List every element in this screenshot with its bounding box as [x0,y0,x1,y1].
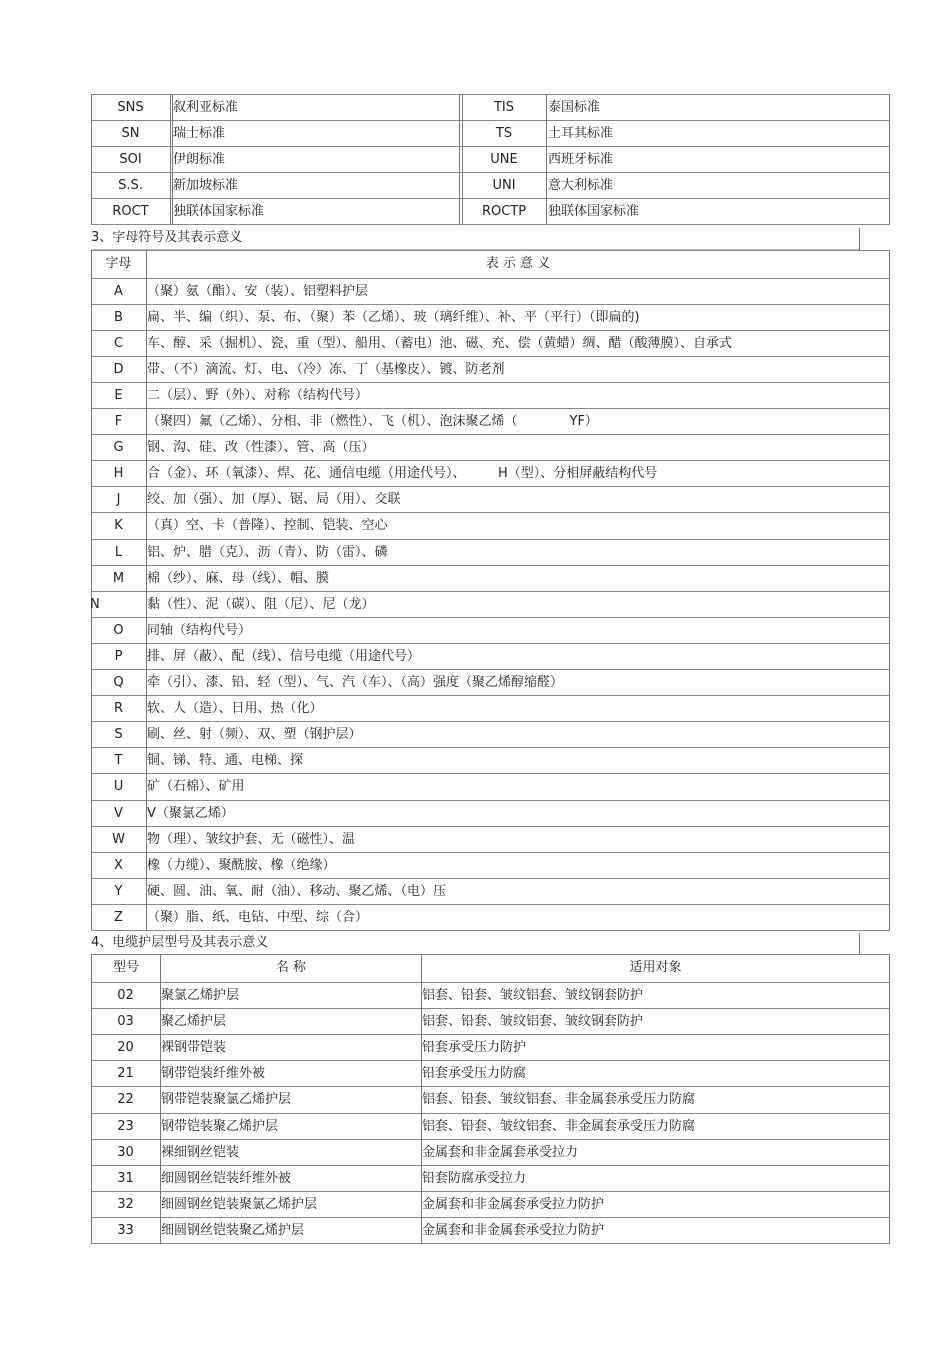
meaning-cell: 橡（力缆）、聚酰胺、橡（绝缘） [147,858,336,873]
letter-cell: V [114,806,123,821]
letter-cell: D [113,362,124,377]
table-rule [459,94,460,225]
meaning-cell: 钢、沟、硅、改（性漆）、管、高（压） [147,440,375,455]
type-cell: 32 [117,1197,134,1212]
table-rule [170,94,171,225]
meaning-cell: 同轴（结构代号） [147,623,252,638]
section-4-title-border [859,933,860,955]
name-cell: 聚氯乙烯护层 [161,988,240,1003]
name-cell: 裸钢带铠装 [161,1040,227,1055]
use-cell: 金属套和非金属套承受拉力防护 [422,1223,605,1238]
letter-cell: R [113,701,124,716]
name-cell: 细圆钢丝铠装聚氯乙烯护层 [161,1197,318,1212]
section-3-title: 3、字母符号及其表示意义 [91,230,243,245]
type-cell: 31 [117,1171,134,1186]
meaning-cell: （真）空、卡（普隆）、控制、铠装、空心 [147,518,388,533]
letter-cell: C [113,336,124,351]
meaning-cell: 车、醇、采（掘机）、瓷、重（型）、船用、（蓄电）池、磁、充、偿（黄蜡）绸、醋（酸薄膜）、自承式 [147,336,733,351]
meaning-cell: （聚）脂、纸、电钻、中型、综（合） [147,910,369,925]
header-type: 型号 [112,960,139,975]
header-name: 名 称 [275,960,307,975]
use-cell: 铅套承受压力防护 [422,1040,527,1055]
standard-code: UNI [492,178,516,193]
letter-cell: U [113,779,124,794]
standard-name: 叙利亚标准 [173,100,239,115]
name-cell: 细圆钢丝铠装纤维外被 [161,1171,292,1186]
meaning-cell: 棉（纱）、麻、母（线）、帽、膜 [147,571,330,586]
standard-name: 西班牙标准 [548,152,614,167]
meaning-cell: 铜、锑、特、通、电梯、探 [147,753,304,768]
standard-code: ROCTP [481,204,527,219]
type-cell: 20 [117,1040,134,1055]
letter-cell: N [90,597,100,612]
standard-code: ROCT [112,204,149,219]
name-cell: 细圆钢丝铠装聚乙烯护层 [161,1223,305,1238]
meaning-cell: 黏（性）、泥（碳）、阻（尼）、尼（龙） [147,597,375,612]
standard-code: TS [495,126,513,141]
name-cell: 聚乙烯护层 [161,1014,227,1029]
type-cell: 02 [117,988,134,1003]
meaning-cell: 带、（不）滴流、灯、电、（冷）冻、丁（基橡皮）、镀、防老剂 [147,362,505,377]
standard-code: SOI [119,152,142,167]
standard-code: S.S. [118,178,143,193]
type-cell: 30 [117,1145,134,1160]
meaning-cell: 二（层）、野（外）、对称（结构代号） [147,388,369,403]
meaning-cell: 排、屏（蔽）、配（线）、信号电缆（用途代号） [147,649,421,664]
letter-cell: Y [114,884,123,899]
standard-name: 土耳其标准 [548,126,614,141]
letter-cell: S [114,727,123,742]
meaning-cell: 软、人（造）、日用、热（化） [147,701,323,716]
meaning-cell: （聚）氨（酯）、安（装）、铝塑料护层 [147,284,369,299]
table-rule [546,94,547,225]
use-cell: 金属套和非金属套承受拉力 [422,1145,579,1160]
letter-cell: K [114,518,123,533]
standard-name: 意大利标准 [548,178,614,193]
type-cell: 03 [117,1014,134,1029]
name-cell: 钢带铠装纤维外被 [161,1066,266,1081]
meaning-cell: 物（理）、皱纹护套、无（磁性）、温 [147,832,356,847]
use-cell: 铝套、铅套、皱纹铝套、皱纹钢套防护 [422,1014,644,1029]
standard-name: 泰国标准 [548,100,601,115]
standard-code: SN [121,126,140,141]
name-cell: 钢带铠装聚氯乙烯护层 [161,1092,292,1107]
letter-cell: M [112,571,125,586]
table-rule [91,250,890,251]
section-4-title: 4、电缆护层型号及其表示意义 [91,935,269,950]
standard-name: 独联体国家标准 [173,204,265,219]
letter-cell: X [114,858,123,873]
letter-cell: P [114,649,123,664]
letter-cell: J [116,492,121,507]
letter-cell: G [113,440,124,455]
letter-cell: Q [113,675,124,690]
meaning-cell: 矿（石棉）、矿用 [147,779,245,794]
standard-code: UNE [490,152,518,167]
table-rule [889,250,890,931]
type-cell: 23 [117,1119,134,1134]
type-cell: 22 [117,1092,134,1107]
letter-cell: W [112,832,125,847]
meaning-cell: 牵（引）、漆、铅、轻（型）、气、汽（车）、（高）强度（聚乙烯醇缩醛） [147,675,564,690]
letter-cell: A [114,284,123,299]
use-cell: 铝套、铅套、皱纹铝套、非金属套承受压力防腐 [422,1092,696,1107]
name-cell: 裸细钢丝铠装 [161,1145,240,1160]
standard-name: 伊朗标准 [173,152,226,167]
header-meaning: 表 示 意 义 [485,256,551,271]
header-letter: 字母 [105,256,132,271]
standard-name: 瑞士标准 [173,126,226,141]
letter-cell: H [113,466,124,481]
standard-code: TIS [493,100,515,115]
meaning-cell: 绞、加（强）、加（厚）、锯、局（用）、交联 [147,492,401,507]
letter-cell: F [114,414,123,429]
standard-name: 独联体国家标准 [548,204,640,219]
letter-cell: B [114,310,123,325]
name-cell: 钢带铠装聚乙烯护层 [161,1119,279,1134]
table-rule [91,954,890,955]
type-cell: 33 [117,1223,134,1238]
meaning-cell: 铝、炉、腊（克）、沥（青）、防（雷）、磷 [147,545,388,560]
standard-name: 新加坡标准 [173,178,239,193]
type-cell: 21 [117,1066,134,1081]
letter-cell: L [114,545,123,560]
meaning-cell: 刷、丝、射（频）、双、塑（钢护层） [147,727,362,742]
header-use: 适用对象 [629,960,682,975]
letter-cell: O [113,623,124,638]
standard-code: SNS [117,100,144,115]
meaning-cell: V（聚氯乙烯） [147,806,234,821]
meaning-cell: 合（金）、环（氧漆）、焊、花、通信电缆（用途代号）、 H（型）、分相屏蔽结构代号 [147,466,658,481]
meaning-cell: 硬、圆、油、氧、耐（油）、移动、聚乙烯、（电）压 [147,884,447,899]
table-rule [889,954,890,1244]
use-cell: 金属套和非金属套承受拉力防护 [422,1197,605,1212]
section-3-title-border [859,228,860,250]
use-cell: 铝套、铅套、皱纹铝套、皱纹钢套防护 [422,988,644,1003]
letter-cell: Z [114,910,123,925]
use-cell: 铝套、铅套、皱纹铝套、非金属套承受压力防腐 [422,1119,696,1134]
use-cell: 铅套承受压力防腐 [422,1066,527,1081]
meaning-cell: 扁、半、编（织）、泵、布、（聚）苯（乙烯）、玻（璃纤维）、补、平（平行）（即扁的) [147,310,640,325]
meaning-cell: （聚四）氟（乙烯）、分相、非（燃性）、飞（机）、泡沫聚乙烯（ YF） [147,414,598,429]
table-rule [889,94,890,225]
use-cell: 铅套防腐承受拉力 [422,1171,527,1186]
letter-cell: E [114,388,123,403]
letter-cell: T [114,753,123,768]
